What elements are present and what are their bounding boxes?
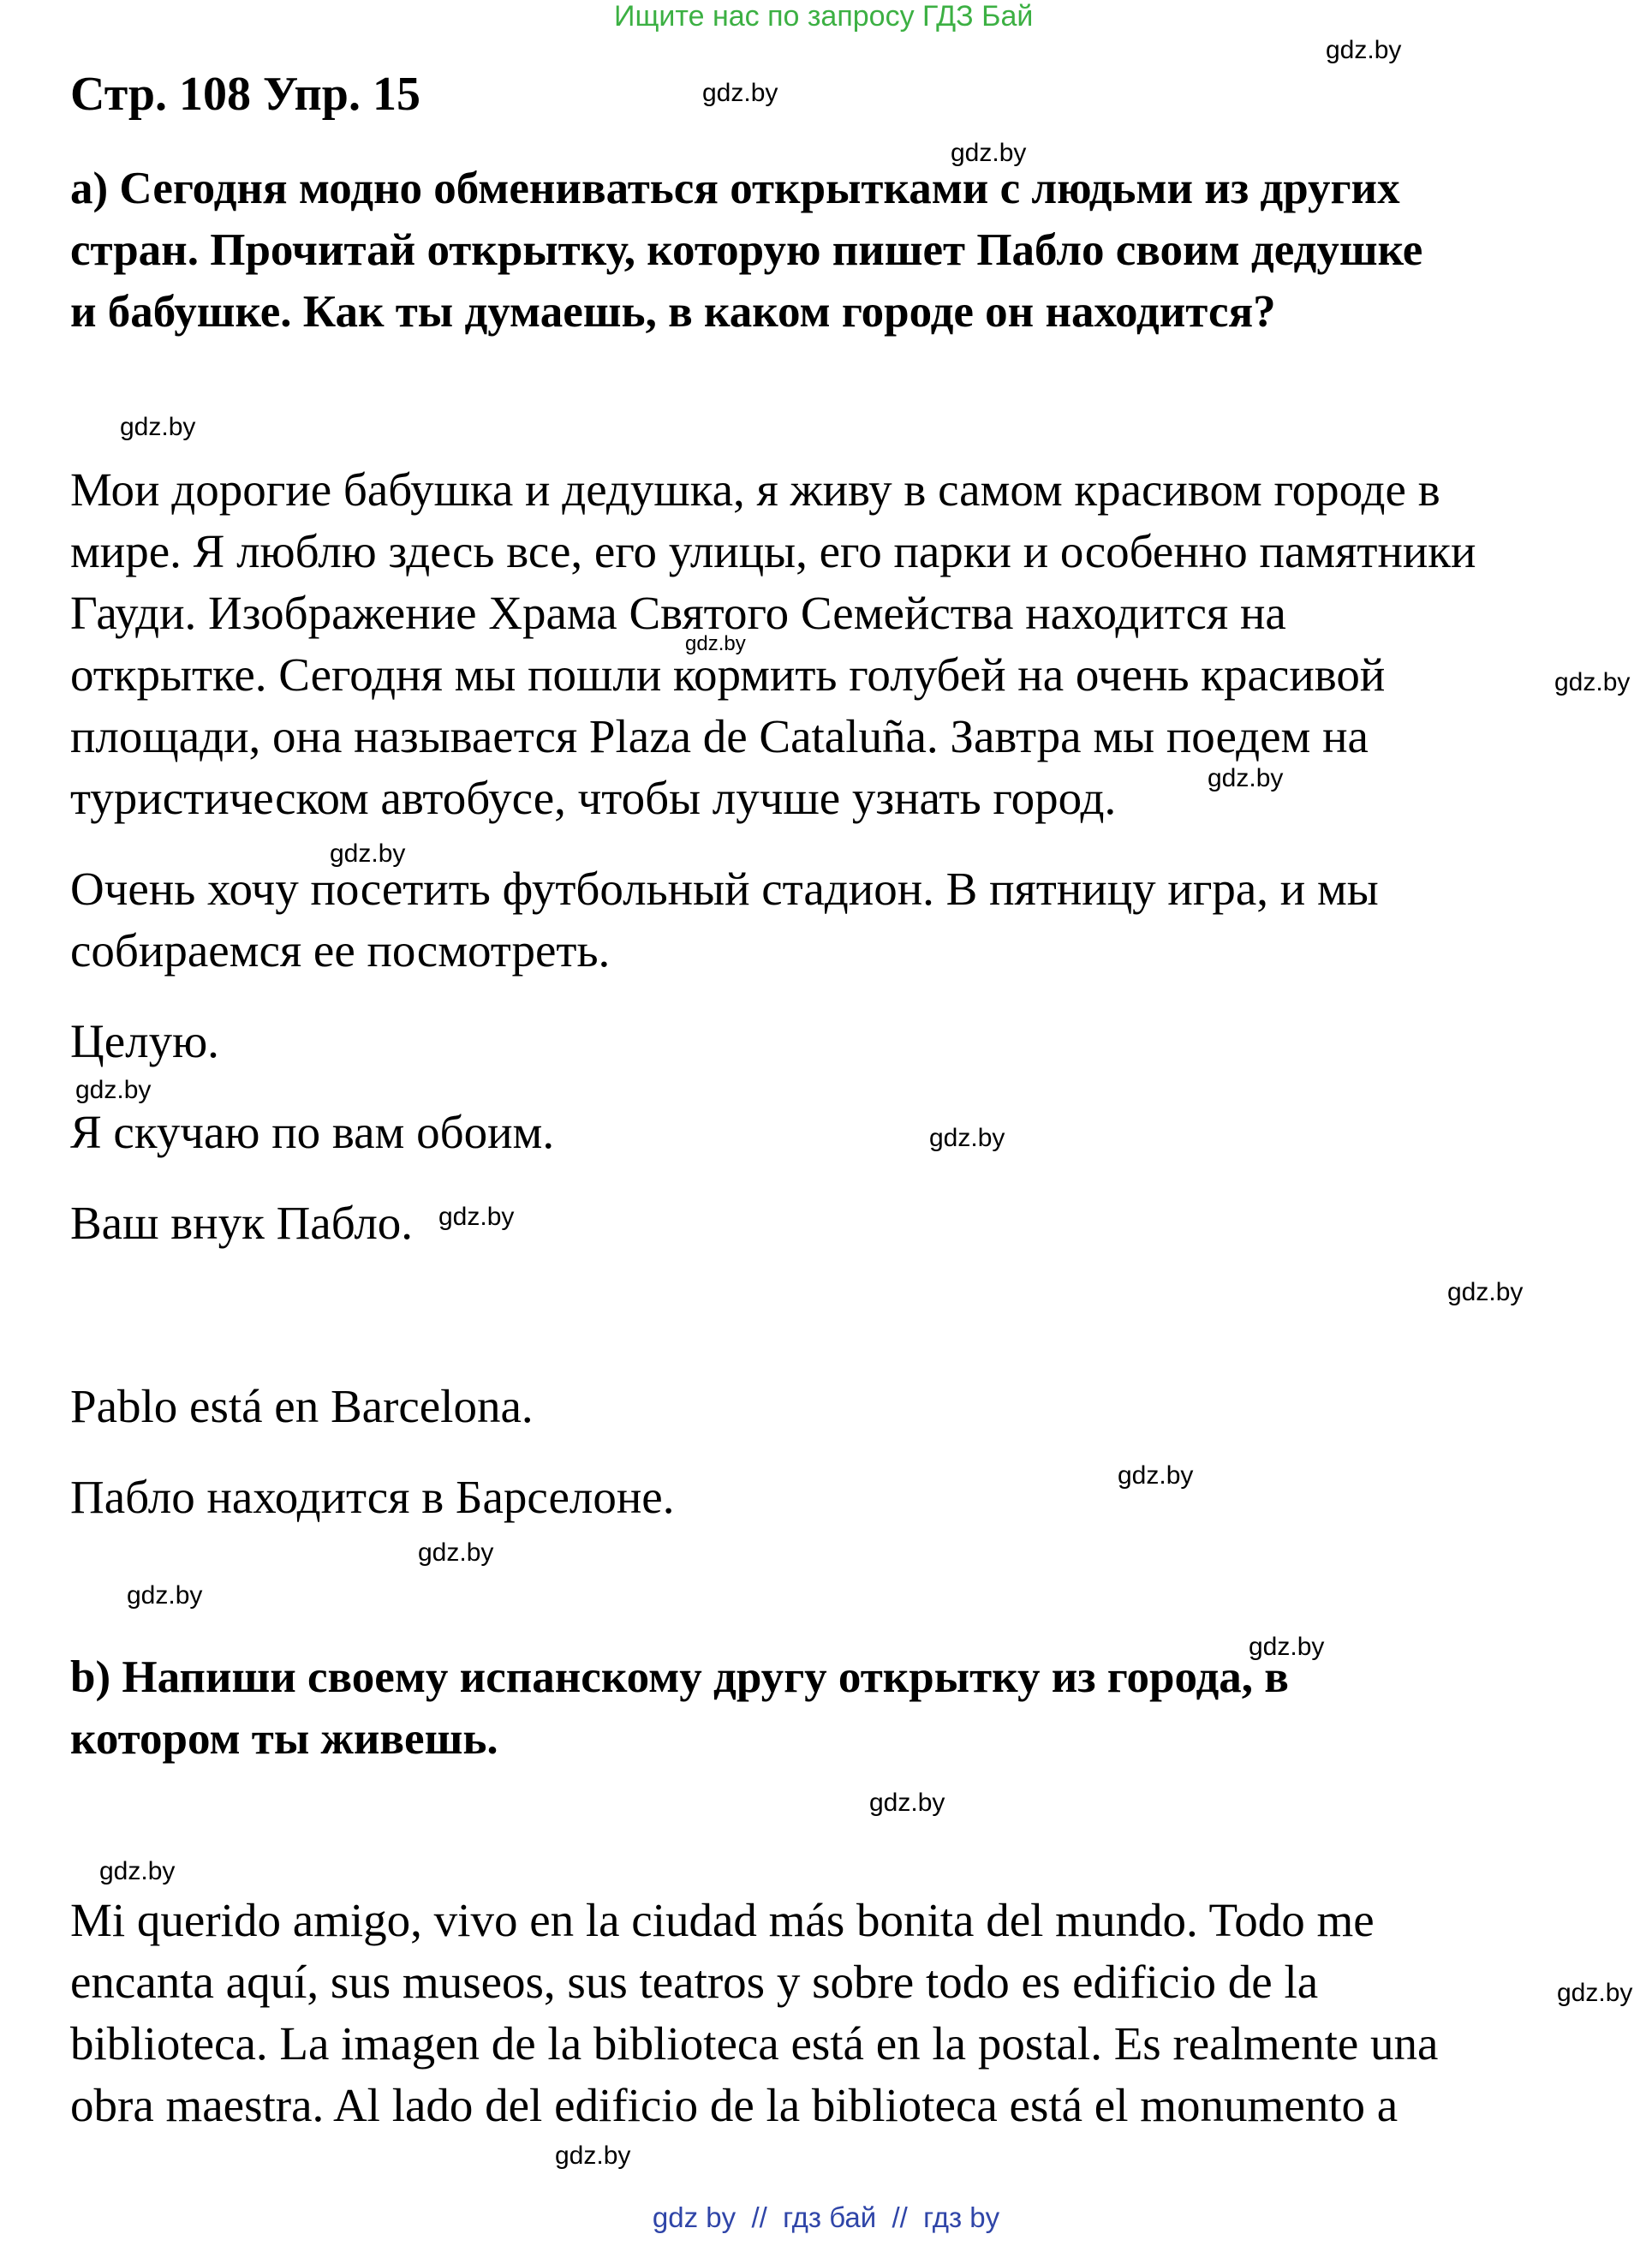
answer-a-ru: Пабло находится в Барселоне. (70, 1471, 675, 1523)
answer-a-es: Pablo está en Barcelona. (70, 1380, 534, 1432)
letter-ru-line: Мои дорогие бабушка и дедушка, я живу в самом красивом городе в (70, 463, 1440, 516)
watermark: gdz.by (1249, 1633, 1325, 1661)
watermark: gdz.by (685, 632, 746, 655)
letter-ru-miss: Я скучаю по вам обоим. (70, 1106, 555, 1158)
watermark: gdz.by (330, 839, 406, 868)
watermark: gdz.by (438, 1203, 515, 1231)
watermark: gdz.by (99, 1857, 176, 1885)
task-b-line: котором ты живешь. (70, 1714, 498, 1764)
task-b (70, 1646, 1289, 1770)
letter-ru-line: Очень хочу посетить футбольный стадион. В пятницу игра, и мы (70, 863, 1379, 915)
watermark: gdz.by (1118, 1461, 1194, 1490)
letter-es-line: obra maestra. Al lado del edificio de la biblioteca está el monumento a (70, 2079, 1399, 2131)
watermark: gdz.by (1557, 1979, 1633, 2007)
letter-ru-line: мире. Я люблю здесь все, его улицы, его парки и особенно памятники (70, 525, 1476, 577)
watermark: gdz.by (1326, 36, 1402, 64)
letter-ru-line: открытке. Сегодня мы пошли кормить голубей на очень красивой (70, 648, 1386, 701)
letter-es-line: biblioteca. La imagen de la biblioteca está en la postal. Es realmente una (70, 2017, 1439, 2070)
task-a-line: стран. Прочитай открытку, которую пишет Пабло своим дедушке (70, 225, 1423, 275)
letter-ru-signature: Ваш внук Пабло. (70, 1197, 414, 1249)
task-a-line: а) Сегодня модно обмениваться открытками с людьми из других (70, 164, 1400, 213)
watermark: gdz.by (127, 1581, 203, 1610)
letter-ru-line: собираемся ее посмотреть. (70, 924, 611, 977)
footer-links-text[interactable]: gdz by // гдз бай // гдз by (652, 2201, 1000, 2233)
task-b-line: b) Напиши своему испанскому другу открытку из города, в (70, 1652, 1289, 1702)
watermark: gdz.by (869, 1789, 945, 1817)
watermark: gdz.by (951, 139, 1027, 167)
letter-es-line: Mi querido amigo, vivo en la ciudad más bonita del mundo. Todo me (70, 1894, 1375, 1946)
watermark: gdz.by (702, 79, 778, 107)
watermark: gdz.by (1208, 764, 1284, 792)
letter-ru-line: площади, она называется Plaza de Cataluña. Завтра мы поедем на (70, 710, 1369, 762)
watermark: gdz.by (929, 1124, 1005, 1152)
page-title: Стр. 108 Упр. 15 (70, 68, 420, 121)
letter-ru-line: Гауди. Изображение Храма Святого Семейства находится на (70, 587, 1286, 639)
task-a-line: и бабушке. Как ты думаешь, в каком городе он находится? (70, 287, 1276, 337)
watermark: gdz.by (75, 1076, 152, 1104)
watermark: gdz.by (418, 1538, 494, 1567)
watermark: gdz.by (120, 413, 196, 441)
watermark: gdz.by (1447, 1278, 1524, 1306)
watermark: gdz.by (555, 2141, 631, 2170)
search-hint-link[interactable]: Ищите нас по запросу ГДЗ Бай (614, 0, 1034, 33)
letter-es-line: encanta aquí, sus museos, sus teatros y sobre todo es edificio de la (70, 1956, 1319, 2008)
footer-links (0, 2201, 1652, 2234)
watermark: gdz.by (1554, 668, 1631, 696)
task-a (70, 158, 1422, 343)
letter-ru-line: туристическом автобусе, чтобы лучше узнать город. (70, 772, 1117, 824)
letter-ru-closing: Целую. (70, 1015, 219, 1067)
